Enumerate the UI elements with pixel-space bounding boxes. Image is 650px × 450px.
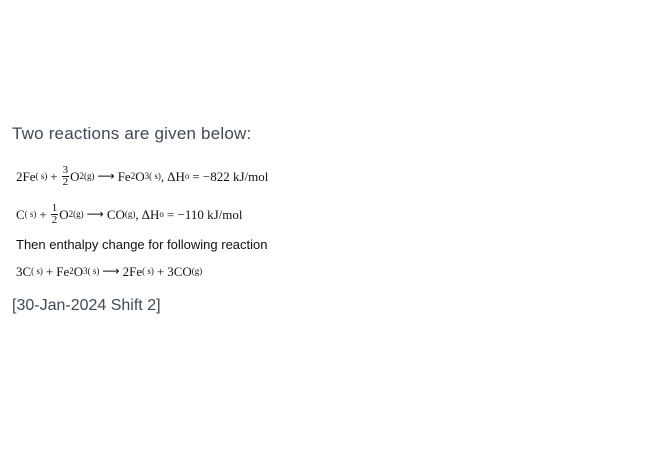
reactant-iron-oxide-o: O bbox=[73, 263, 84, 279]
question-intro: Two reactions are given below: bbox=[12, 124, 252, 143]
reactant-oxygen: O bbox=[70, 168, 80, 184]
enthalpy-symbol: ΔH bbox=[167, 168, 185, 184]
product-iron: 2Fe bbox=[122, 263, 143, 279]
reactant-iron: 2Fe bbox=[16, 168, 36, 184]
enthalpy-symbol: ΔH bbox=[141, 206, 160, 222]
reaction-3-equation: 3C ( s) + Fe 2 O 3( s) ⟶ 2Fe ( s) + 3CO (g) bbox=[16, 263, 203, 279]
reaction-arrow: ⟶ bbox=[86, 207, 104, 221]
plus-sign: + bbox=[156, 263, 165, 279]
product-iron-oxide-o: O bbox=[135, 168, 145, 184]
reaction-1-equation: 2Fe ( s) + $\frac{3}{2}$ O 2(g) ⟶ Fe 2 O 3( s) , ΔH o = −822 kJ/mol bbox=[16, 163, 269, 188]
exam-source-tag: [30-Jan-2024 Shift 2] bbox=[12, 297, 161, 314]
fraction-numerator: 1 bbox=[51, 201, 58, 214]
fraction-numerator: 3 bbox=[62, 163, 69, 176]
reactant-carbon: C bbox=[16, 206, 25, 222]
fraction bbox=[62, 165, 70, 188]
reaction-arrow: ⟶ bbox=[102, 264, 120, 278]
fraction bbox=[51, 203, 59, 226]
enthalpy-value: = −822 kJ/mol bbox=[192, 168, 269, 184]
plus-sign: + bbox=[39, 206, 47, 222]
reactant-iron-oxide-fe: Fe bbox=[56, 263, 70, 279]
enthalpy-value: = −110 kJ/mol bbox=[166, 206, 243, 222]
plus-sign: + bbox=[45, 263, 54, 279]
product-carbon-monoxide: 3CO bbox=[167, 263, 192, 279]
reactant-oxygen: O bbox=[59, 206, 69, 222]
reactant-carbon: 3C bbox=[16, 263, 32, 279]
product-iron-oxide-fe: Fe bbox=[117, 168, 131, 184]
comma: , bbox=[135, 206, 139, 222]
product-carbon-monoxide: CO bbox=[106, 206, 125, 222]
comma: , bbox=[160, 168, 165, 184]
reaction-2-equation: C ( s) + $\frac{1}{2}$ O 2(g) ⟶ CO (g) , ΔH o = −110 kJ/mol bbox=[16, 201, 243, 226]
plus-sign: + bbox=[50, 168, 58, 184]
fraction-denominator: 2 bbox=[51, 213, 58, 226]
fraction-denominator: 2 bbox=[62, 175, 69, 188]
question-task: Then enthalpy change for following reaction bbox=[16, 237, 268, 252]
reaction-arrow: ⟶ bbox=[97, 169, 115, 183]
